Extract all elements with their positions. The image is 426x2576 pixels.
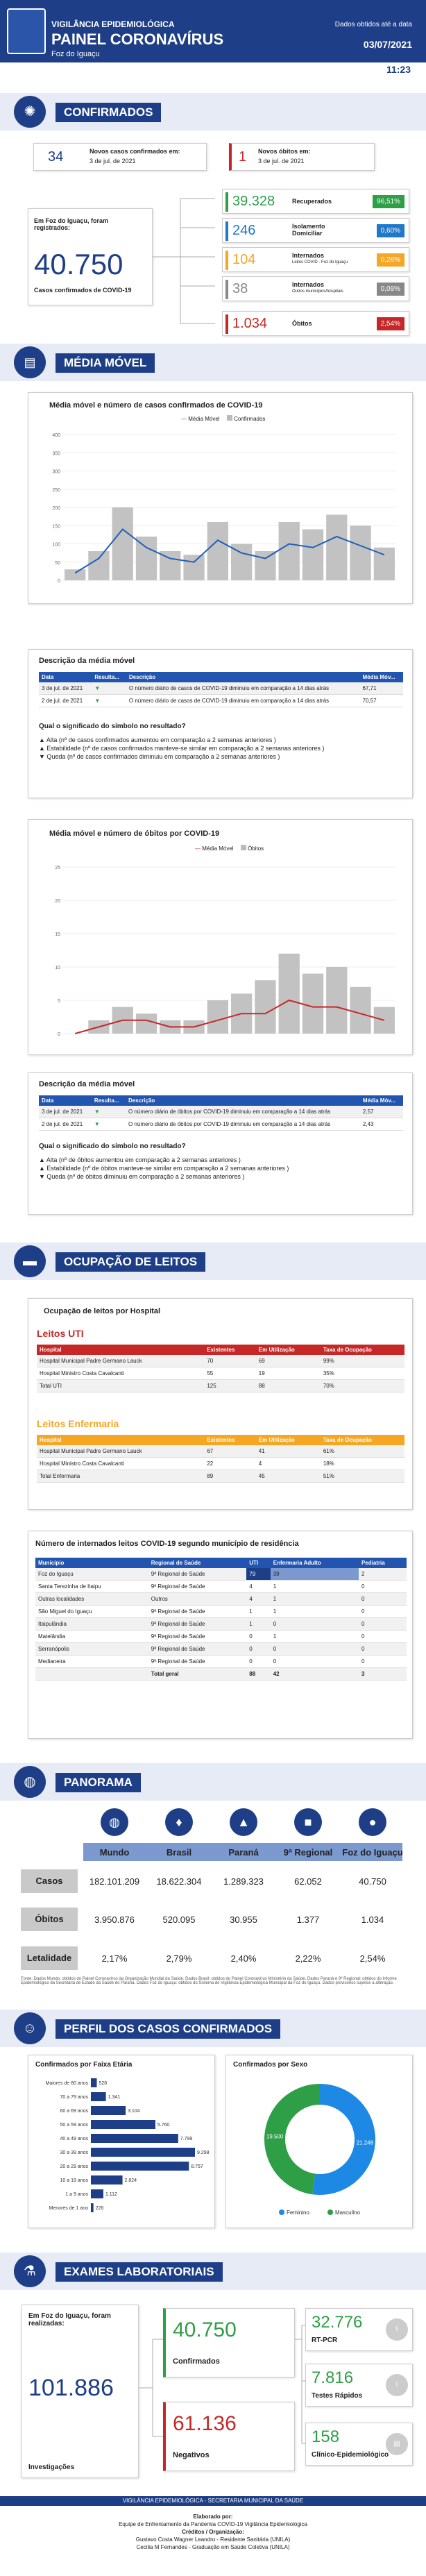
rapidos-card — [305, 2364, 413, 2407]
parana-map-icon: ▲ — [230, 1808, 257, 1836]
age-value: 528 — [99, 2081, 108, 2086]
table-row: Total Enfermaria 89 45 51% — [37, 1470, 404, 1483]
table-row: 2 de jul. de 2021 ▼ O número diário de óbitos por COVID-19 diminuiu em comparação a 14 dias atrás 2,43 — [39, 1118, 403, 1131]
age-value: 8.757 — [191, 2164, 203, 2169]
bar — [88, 551, 109, 580]
deaths-desc-card — [28, 1072, 413, 1215]
new-cases-value: 34 — [48, 149, 64, 165]
legend-estab: ▲ Estabilidade (nº de casos confirmados manteve-se similar em comparação a 2 semanas anteriores ) — [39, 745, 325, 752]
tick-label: 200 — [52, 506, 60, 511]
age-value: 226 — [95, 2206, 104, 2211]
age-bar — [91, 2078, 97, 2087]
age-label: 10 a 19 anos — [60, 2178, 88, 2183]
col-mundo: Mundo — [99, 1847, 130, 1858]
exames-confirmados: 40.750 — [173, 2318, 237, 2341]
new-deaths-card — [229, 143, 375, 171]
enf-table: Hospital Existentes Em Utilização Taxa de Ocupação Hospital Municipal Padre Germano Lauck 67 41 61% Hospital Ministro Costa Cavalcanti 22 4 18% Total Enfermaria 89 45 51% — [37, 1435, 404, 1483]
bar — [303, 974, 323, 1034]
section-title: OCUPAÇÃO DE LEITOS — [56, 1252, 205, 1272]
symbol-legend — [39, 1155, 289, 1181]
footer-bar: VIGILÂNCIA EPIDEMIOLÓGICA - SECRETARIA MUNICIPAL DA SAÚDE — [0, 2496, 426, 2506]
age-label: 1 a 9 anos — [65, 2192, 88, 2197]
credit-line: Gustavo Costa Wagner Leandro - Residente Sanitária (UNILA) — [135, 2536, 291, 2543]
status-internados-foz — [222, 247, 409, 272]
tick-label: 25 — [55, 866, 60, 870]
status-value: 1.034 — [232, 316, 268, 331]
table-row: Outras localidades Outros 4 1 0 — [35, 1593, 407, 1606]
rapidos-value: 7.816 — [312, 2368, 354, 2387]
people-icon: ☺ — [14, 2012, 46, 2044]
status-value: 104 — [232, 252, 256, 267]
status-color — [225, 192, 228, 212]
symbol-legend — [39, 735, 324, 761]
legend-title: Qual o significado do símbolo no resultado? — [39, 1143, 186, 1150]
status-value: 39.328 — [232, 194, 275, 209]
age-value: 3.104 — [128, 2109, 140, 2114]
exames-negativos: 61.136 — [173, 2412, 237, 2435]
cases-chart — [42, 428, 403, 594]
legend-label: Masculino — [335, 2209, 361, 2216]
legend-media: Média Móvel — [188, 416, 220, 422]
col-parana: Paraná — [228, 1847, 259, 1858]
cell: 30.955 — [230, 1914, 257, 1925]
new-deaths-label: Novos óbitos em: — [258, 148, 311, 155]
status-pct: 2,54% — [377, 317, 404, 330]
total-cases: 40.750 — [34, 248, 123, 280]
status-obitos — [222, 311, 409, 336]
rapidos-label: Testes Rápidos — [312, 2392, 363, 2400]
age-label: Menores de 1 ano — [49, 2206, 88, 2211]
age-bar — [91, 2120, 155, 2129]
table-row: São Miguel do Iguaçu 9ª Regional de Saúde 1 1 0 — [35, 1606, 407, 1618]
legend-alta: ▲ Alta (nº de casos confirmados aumentou em comparação a 2 semanas anteriores ) — [39, 736, 276, 743]
status-pct: 96,51% — [373, 195, 404, 208]
cell: 182.101.209 — [89, 1876, 140, 1887]
new-cases-label: Novos casos confirmados em: — [90, 148, 180, 155]
table-row: Hospital Municipal Padre Germano Lauck 70 69 99% — [37, 1355, 404, 1367]
table-row: 3 de jul. de 2021 ▼ O número diário de óbitos por COVID-19 diminuiu em comparação a 14 dias atrás 2,57 — [39, 1106, 403, 1118]
city-map-icon: ● — [359, 1808, 386, 1836]
bar — [350, 987, 370, 1034]
exames-negativos-card — [163, 2402, 295, 2471]
table-row: Matelândia 9ª Regional de Saúde 0 1 0 — [35, 1631, 407, 1643]
section-title: CONFIRMADOS — [56, 103, 161, 122]
legend-queda: ▼ Queda (nº de casos confirmados diminuiu em comparação a 2 semanas anteriores ) — [39, 753, 280, 760]
legend-obitos: Óbitos — [248, 845, 264, 852]
age-value: 1.341 — [108, 2095, 121, 2100]
cases-chart-card — [28, 392, 413, 604]
age-label: 60 a 69 anos — [60, 2109, 88, 2114]
total-cases-label: Casos confirmados de COVID-19 — [34, 287, 132, 294]
bar — [207, 522, 228, 580]
status-sub: Outros municípios/hospitais — [292, 289, 343, 294]
legend-alta: ▲ Alta (nº de óbitos aumentou em comparação a 2 semanas anteriores ) — [39, 1156, 241, 1163]
age-bar — [91, 2189, 103, 2198]
status-label: Internados — [292, 252, 325, 259]
status-label: Óbitos — [292, 320, 312, 327]
age-label: 40 a 49 anos — [60, 2137, 88, 2141]
bar — [183, 555, 204, 580]
age-value: 2.824 — [124, 2178, 137, 2183]
slice-label: 19.500 — [266, 2133, 284, 2140]
cell: 520.095 — [162, 1914, 196, 1925]
uti-table: Hospital Existentes Em Utilização Taxa de Ocupação Hospital Municipal Padre Germano Lauck 70 69 99% Hospital Ministro Costa Cavalcanti 55 19 35% Total UTI 125 88 70% — [37, 1345, 404, 1392]
age-bar — [91, 2092, 106, 2101]
test-icon: i — [386, 2374, 408, 2396]
reg-label: Em Foz do Iguaçu, foram registrados: — [34, 217, 109, 231]
lab-icon: ⚗ — [14, 2255, 46, 2287]
deaths-desc-table: Data Resulta... Descrição Média Móv... 3 de jul. de 2021 ▼ O número diário de óbitos por COVID-19 diminuiu em comparação a 14 dias atrás 2,57 2 de jul. de 2021 ▼ O número diário de óbitos por COVID-19 diminuiu em comparação a 14 dias atrás 2,43 — [39, 1095, 403, 1131]
rtpcr-card — [305, 2308, 413, 2351]
status-recuperados — [222, 189, 409, 214]
exames-confirmados-label: Confirmados — [173, 2357, 220, 2366]
bar — [374, 1007, 395, 1034]
tick-label: 150 — [52, 524, 60, 530]
bed-icon: ▬ — [14, 1245, 46, 1277]
clinico-label: Clínico-Epidemiológico — [312, 2451, 389, 2459]
cell: 40.750 — [359, 1876, 386, 1887]
cases-desc-table: Data Resulta... Descrição Média Móv... 3 de jul. de 2021 ▼ O número diário de casos de COVID-19 diminuiu em comparação a 14 dias atrás 67,71 2 de jul. de 2021 ▼ O número diário de casos de COVID-19 diminuiu em comparação a 14 dias atrás 70,57 — [39, 672, 403, 707]
table-row: Santa Terezinha de Itaipu 9ª Regional de Saúde 4 1 0 — [35, 1581, 407, 1593]
section-leitos — [0, 1243, 426, 1280]
municipio-card — [28, 1531, 413, 1739]
age-bar — [91, 2162, 189, 2171]
age-label: 70 a 79 anos — [60, 2095, 88, 2100]
bar — [207, 1000, 228, 1034]
clipboard-icon: ▤ — [386, 2433, 408, 2455]
bar — [279, 954, 300, 1034]
cell: 2,22% — [295, 1953, 321, 1964]
bar — [112, 507, 133, 580]
bracket-lines — [139, 2312, 167, 2464]
leitos-title: Ocupação de leitos por Hospital — [44, 1307, 161, 1315]
section-media-movel — [0, 344, 426, 381]
chart2-title: Média móvel e número de óbitos por COVID-19 — [49, 830, 220, 838]
total-cases-card — [28, 208, 153, 305]
table-row: Itaipulândia 9ª Regional de Saúde 1 0 0 — [35, 1618, 407, 1631]
clinico-value: 158 — [312, 2427, 340, 2446]
chart-icon: ▤ — [14, 346, 46, 378]
chart2-legend: — Média Móvel Óbitos — [195, 845, 264, 852]
row-letalidade: Letalidade — [21, 1946, 78, 1970]
new-deaths-value: 1 — [239, 149, 247, 165]
status-pct: 0,60% — [377, 224, 404, 237]
tick-label: 50 — [55, 560, 60, 566]
clinico-card — [305, 2423, 413, 2466]
tick-label: 20 — [55, 899, 60, 904]
legend-estab: ▲ Estabilidade (nº de óbitos manteve-se similar em comparação a 2 semanas anteriores ) — [39, 1165, 289, 1172]
section-title: EXAMES LABORATORIAIS — [56, 2262, 223, 2282]
globe-icon: ◍ — [14, 1766, 46, 1798]
age-title: Confirmados por Faixa Etária — [35, 2061, 133, 2069]
age-bar — [91, 2203, 94, 2212]
cell: 18.622.304 — [156, 1876, 202, 1887]
table-row: 2 de jul. de 2021 ▼ O número diário de casos de COVID-19 diminuiu em comparação a 14 dias atrás 70,57 — [39, 695, 403, 707]
status-color — [225, 280, 228, 299]
bar — [279, 522, 300, 580]
org-name: VIGILÂNCIA EPIDEMIOLÓGICA — [51, 19, 175, 29]
city-name: Foz do Iguaçu — [51, 50, 100, 58]
status-color — [225, 221, 228, 241]
section-panorama — [0, 1763, 426, 1801]
bar — [255, 980, 275, 1034]
tick-label: 400 — [52, 433, 60, 438]
sex-chart — [226, 2073, 414, 2226]
sex-title: Confirmados por Sexo — [233, 2061, 308, 2069]
legend-confirmados: Confirmados — [234, 416, 266, 422]
page-title: PAINEL CORONAVÍRUS — [51, 31, 224, 48]
table-row: Hospital Municipal Padre Germano Lauck 67 41 61% — [37, 1445, 404, 1458]
bar — [136, 1013, 157, 1034]
cell: 62.052 — [294, 1876, 322, 1887]
legend-dot — [327, 2209, 333, 2215]
sex-chart-card — [225, 2055, 413, 2228]
credit-line: Equipe de Enfrentamento da Pandemia COVID-19 Vigilância Epidemiológica — [118, 2521, 307, 2527]
new-deaths-date: 3 de jul. de 2021 — [258, 158, 305, 165]
bar — [136, 537, 157, 580]
uti-label: Leitos UTI — [37, 1328, 84, 1339]
enf-label: Leitos Enfermaria — [37, 1418, 119, 1429]
age-bar — [91, 2134, 178, 2143]
age-value: 5.760 — [157, 2123, 170, 2128]
update-date: 03/07/2021 — [363, 39, 412, 50]
section-exames — [0, 2253, 426, 2290]
table-row: Hospital Ministro Costa Cavalcanti 55 19 35% — [37, 1367, 404, 1380]
section-perfil — [0, 2010, 426, 2047]
col-foz: Foz do Iguaçu — [342, 1847, 403, 1858]
exames-total-card — [21, 2305, 139, 2478]
tick-label: 100 — [52, 542, 60, 548]
deaths-chart — [42, 860, 403, 1047]
legend-label: Feminino — [287, 2209, 309, 2216]
table-row: Foz do Iguaçu 9ª Regional de Saúde 79 39 2 — [35, 1568, 407, 1581]
status-value: 38 — [232, 281, 248, 296]
section-title: MÉDIA MÓVEL — [56, 353, 155, 373]
exames-negativos-label: Negativos — [173, 2451, 210, 2459]
municipio-table: Município Regional de Saúde UTI Enfermaria Adulto Pediatria Foz do Iguaçu 9ª Regional de Saúde 79 39 2 Santa Terezinha de Itaipu 9ª Regional de Saúde 4 1 0 Outras localidades Outros 4 1 0 São Miguel do Iguaçu 9ª Regional de Saúde 1 1 0 Itaipulândia 9ª Regional de Saúde 1 0 0 Matelândia 9ª Regional de Saúde 0 1 0 Serranópolis 9ª Regional de Saúde 0 0 0 Medianeira 9ª Regional de Saúde 0 0 0 Total geral 88 42 3 — [35, 1558, 407, 1681]
credit-line: Cecilia M Fernandes - Graduação em Saúde Coletiva (UNILA) — [136, 2544, 290, 2550]
tick-label: 0 — [58, 579, 60, 584]
syringe-icon: ⚕ — [386, 2318, 408, 2341]
new-cases-date: 3 de jul. de 2021 — [90, 158, 136, 165]
cell: 2,40% — [230, 1953, 257, 1964]
bracket-lines — [153, 187, 222, 340]
legend-dot — [279, 2209, 284, 2215]
age-value: 7.799 — [180, 2137, 193, 2141]
cell: 1.377 — [296, 1914, 320, 1925]
bar — [326, 967, 347, 1034]
age-chart-card — [28, 2055, 215, 2228]
city-logo — [7, 8, 46, 54]
age-label: Maiores de 80 anos — [45, 2081, 88, 2086]
status-internados-outros — [222, 276, 409, 301]
table-row: Serranópolis 9ª Regional de Saúde 0 0 0 — [35, 1643, 407, 1656]
col-brasil: Brasil — [166, 1847, 192, 1858]
cases-desc-card — [28, 649, 413, 798]
table-row: Hospital Ministro Costa Cavalcanti 22 4 18% — [37, 1458, 404, 1470]
age-bar — [91, 2148, 195, 2157]
rtpcr-label: RT-PCR — [312, 2337, 338, 2344]
status-value: 246 — [232, 223, 256, 238]
region-map-icon: ■ — [294, 1808, 322, 1836]
row-casos: Casos — [21, 1869, 78, 1893]
cell: 2,17% — [101, 1953, 128, 1964]
exames-label: Em Foz do Iguaçu, foram realizadas: — [28, 2312, 111, 2327]
status-label: Internados — [292, 281, 325, 288]
rtpcr-value: 32.776 — [312, 2313, 363, 2332]
table-row: Total UTI 125 88 70% — [37, 1380, 404, 1392]
legend-media: Média Móvel — [202, 845, 234, 852]
exames-total: 101.886 — [28, 2375, 114, 2401]
cell: 2,79% — [166, 1953, 192, 1964]
source-note: Fonte: Dados Mundo: obtidos do Painel Coronavírus da Organização Mundial da Saúde. Dados Brasil: obtidos do Painel Coronavírus Ministério da Saúde. Dados Paraná e 9ª Regional: obtidos do Informe Epidemiológico da Secretaria de Estado da Saúde do Paraná. Dados Foz do Iguaçu: obtidos do Sistema de Vigilância Epidemiológica Municipal da Foz do Iguaçu. Dados provisórios sujeitos a alteração. — [21, 1977, 397, 1985]
slice-label: 21.248 — [356, 2139, 374, 2146]
tick-label: 300 — [52, 469, 60, 475]
status-pct: 0,09% — [377, 283, 404, 296]
data-label: Dados obtidos até a data — [334, 21, 412, 28]
status-label: Isolamento Domiciliar — [292, 223, 325, 237]
cell: 1.034 — [361, 1914, 384, 1925]
exames-confirmados-card — [163, 2308, 295, 2377]
bar — [350, 525, 370, 580]
mun-title: Número de internados leitos COVID-19 segundo município de residência — [35, 1540, 299, 1548]
section-title: PANORAMA — [56, 1773, 141, 1792]
bar — [255, 551, 275, 580]
status-pct: 0,26% — [377, 253, 404, 267]
section-confirmados — [0, 93, 426, 131]
credit-line: Créditos / Organização: — [182, 2529, 244, 2535]
cell: 1.289.323 — [223, 1876, 264, 1887]
table2-title: Descrição da média móvel — [39, 1080, 135, 1088]
row-obitos: Óbitos — [21, 1908, 78, 1931]
update-time: 11:23 — [386, 64, 411, 75]
tick-label: 250 — [52, 487, 60, 493]
age-bar — [91, 2106, 126, 2115]
page-header — [0, 0, 426, 62]
bar — [303, 530, 323, 581]
age-label: 20 a 29 anos — [60, 2164, 88, 2169]
virus-icon: ✺ — [14, 96, 46, 128]
tick-label: 0 — [58, 1032, 60, 1037]
section-title: PERFIL DOS CASOS CONFIRMADOS — [56, 2019, 280, 2039]
age-chart — [28, 2073, 216, 2226]
tick-label: 5 — [58, 999, 60, 1004]
age-label: 30 a 39 anos — [60, 2150, 88, 2155]
legend-queda: ▼ Queda (nº de óbitos diminuiu em comparação a 2 semanas anteriores ) — [39, 1173, 245, 1180]
table-row: Total geral 88 42 3 — [35, 1668, 407, 1681]
exames-total-label: Investigações — [28, 2464, 75, 2471]
table1-title: Descrição da média móvel — [39, 657, 135, 665]
leitos-card — [28, 1298, 413, 1510]
chart1-title: Média móvel e número de casos confirmados de COVID-19 — [49, 401, 263, 410]
credits — [0, 2513, 426, 2551]
brazil-map-icon: ♦ — [165, 1808, 193, 1836]
status-color — [225, 314, 228, 334]
new-cases-card — [33, 143, 207, 171]
deaths-chart-card — [28, 819, 413, 1055]
tick-label: 15 — [55, 932, 60, 937]
legend-title: Qual o significado do símbolo no resultado? — [39, 723, 186, 730]
age-bar — [91, 2175, 123, 2184]
age-value: 1.112 — [105, 2192, 117, 2197]
bar — [65, 569, 85, 580]
col-regional: 9ª Regional — [283, 1847, 333, 1858]
table-row: 3 de jul. de 2021 ▼ O número diário de casos de COVID-19 diminuiu em comparação a 14 dias atrás 67,71 — [39, 682, 403, 695]
cell: 2,54% — [359, 1953, 386, 1964]
status-label: Recuperados — [292, 198, 332, 205]
tick-label: 350 — [52, 451, 60, 457]
credit-line: Elaborado por: — [193, 2514, 233, 2520]
bar — [326, 515, 347, 581]
world-icon: ◍ — [101, 1808, 128, 1836]
table-row: Medianeira 9ª Regional de Saúde 0 0 0 — [35, 1656, 407, 1668]
cell: 3.950.876 — [94, 1914, 135, 1925]
status-isolamento — [222, 218, 409, 243]
tick-label: 10 — [55, 966, 60, 970]
age-value: 9.298 — [197, 2150, 210, 2155]
status-color — [225, 251, 228, 270]
age-label: 50 a 59 anos — [60, 2123, 88, 2128]
chart1-legend: — Média Móvel Confirmados — [181, 416, 266, 422]
status-sub: Leitos COVID - Foz do Iguaçu — [292, 260, 348, 264]
